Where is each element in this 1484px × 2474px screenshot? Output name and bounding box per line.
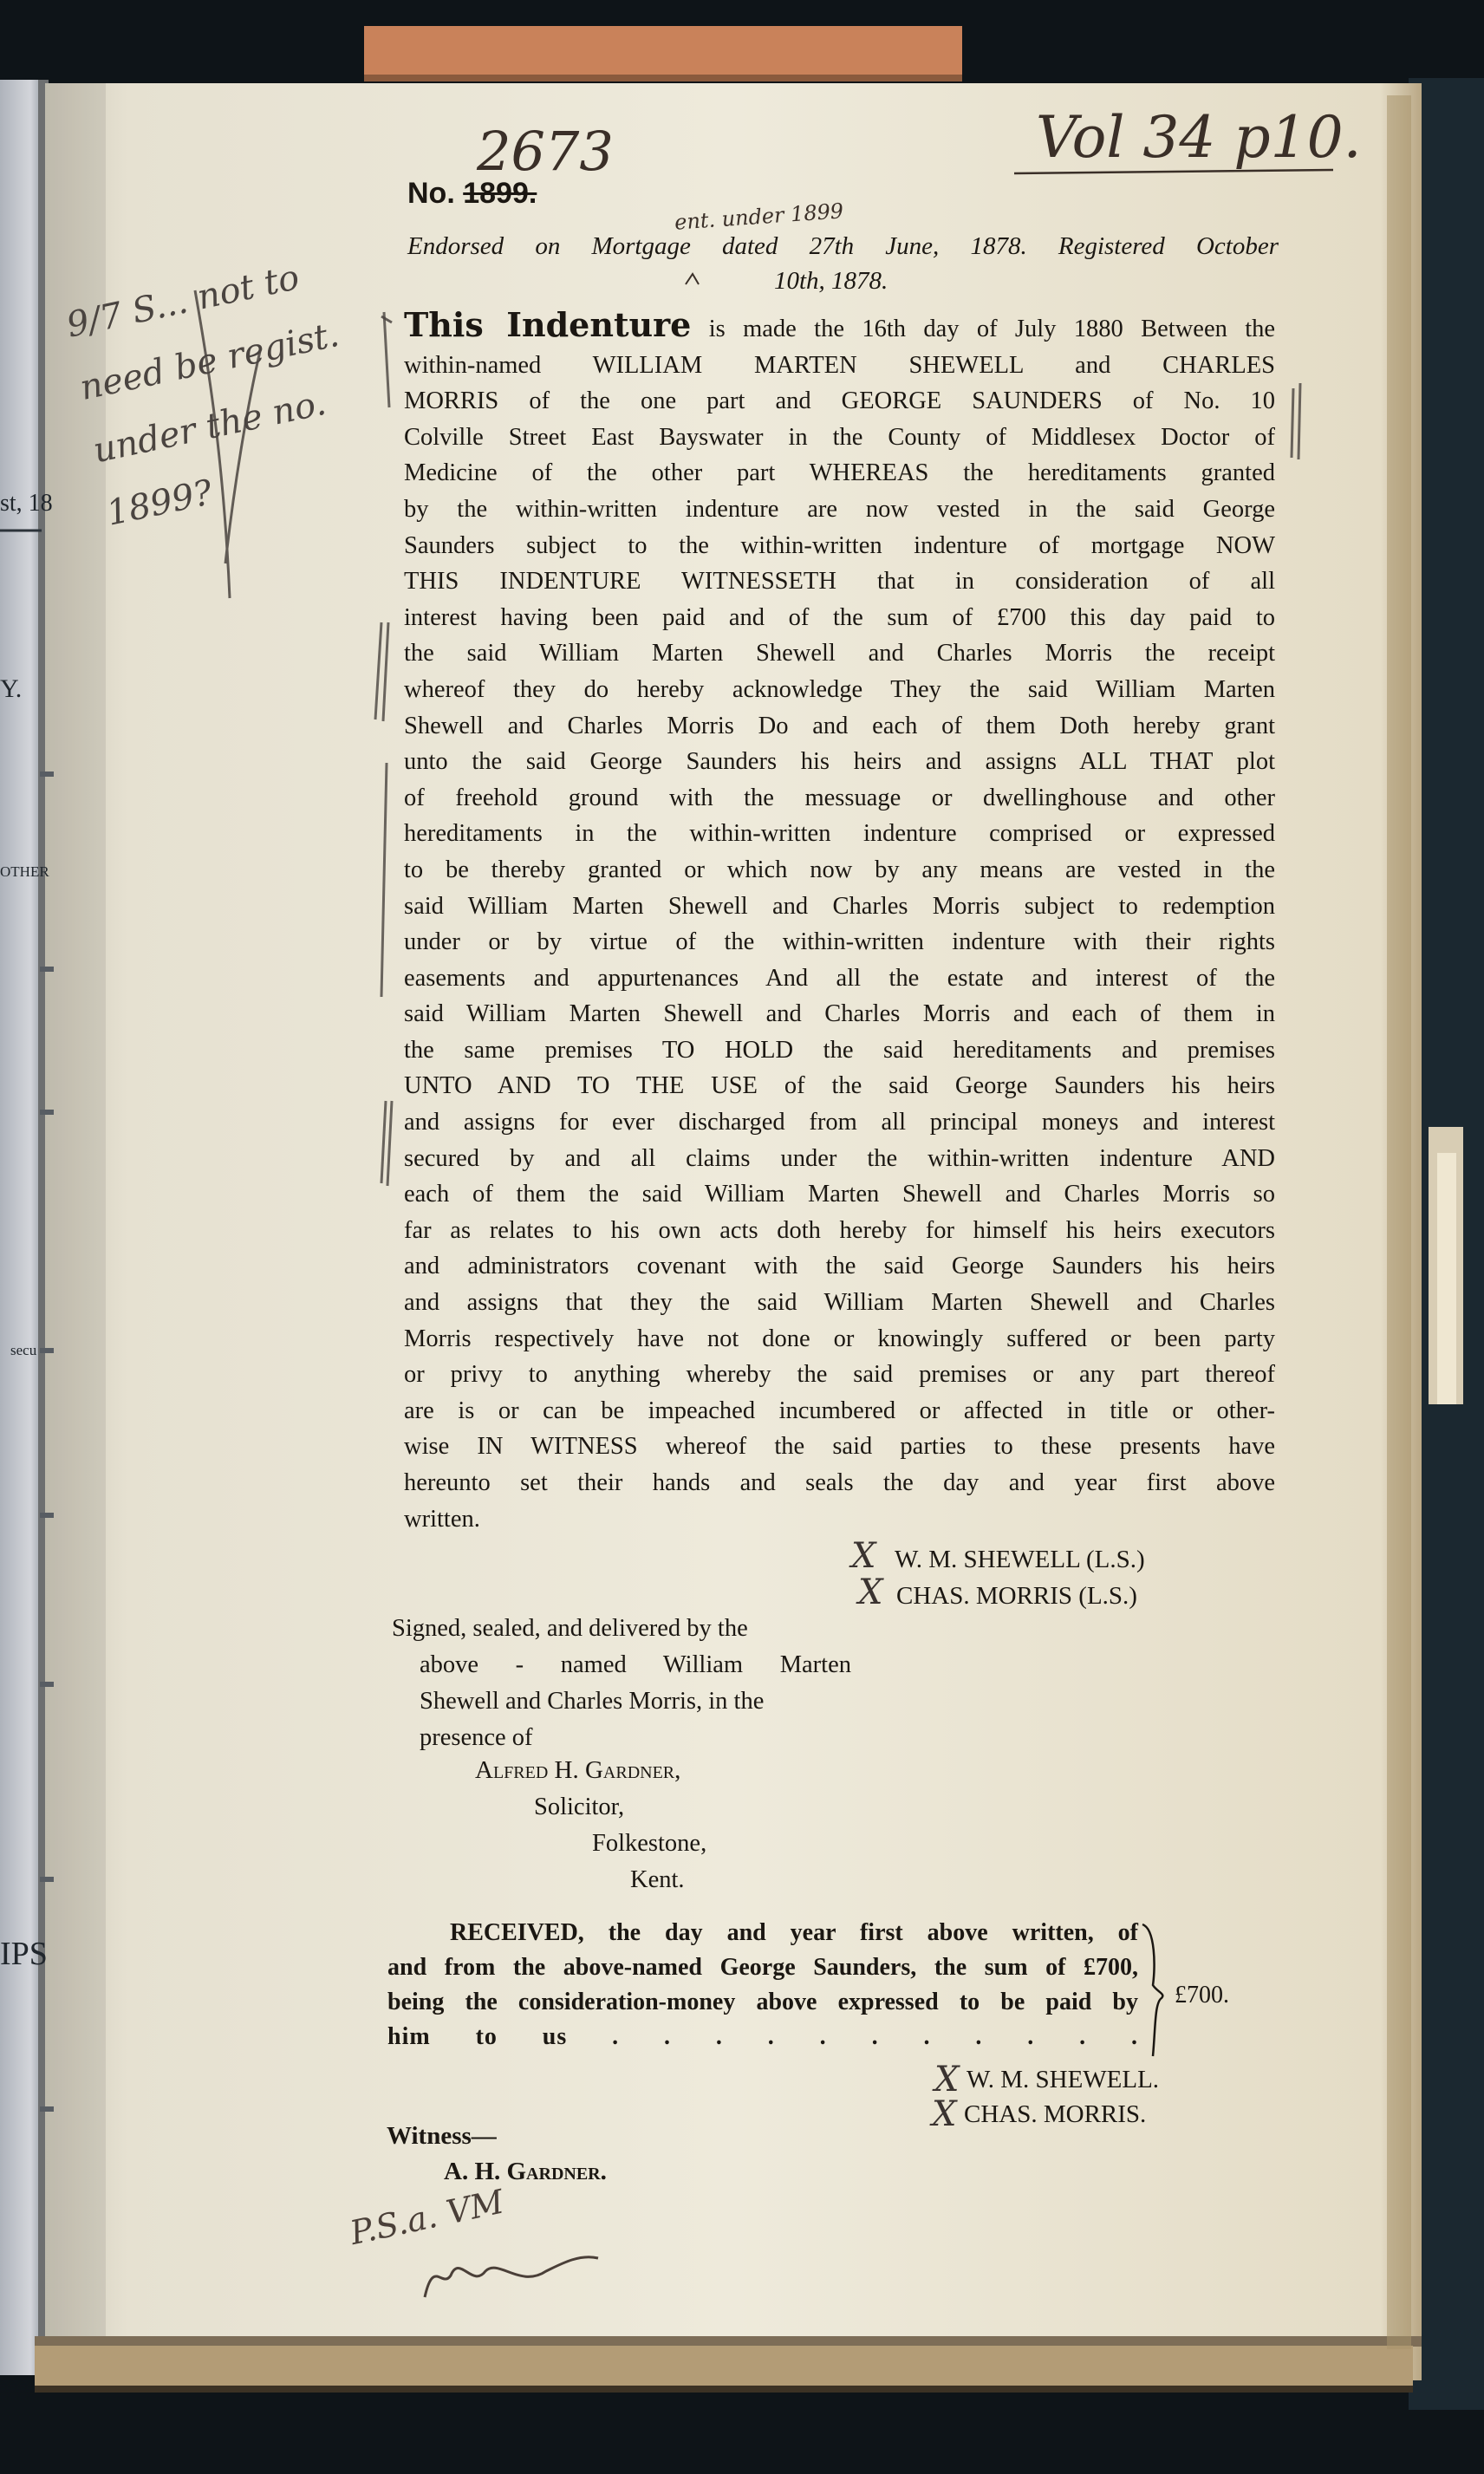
- attesting-witness-title: Solicitor,: [534, 1794, 625, 1820]
- document-number: [407, 176, 537, 212]
- indenture-line: UNTO AND TO THE USE of the said George Saunders his heirs: [404, 1072, 1275, 1100]
- document-number-prefix: No.: [407, 177, 455, 210]
- document-number-value: 1899.: [463, 177, 537, 210]
- attestation-line: Shewell and Charles Morris, in the: [420, 1688, 765, 1715]
- attestation-clause: [392, 1611, 851, 1756]
- left-page-fragment: IPS: [0, 1936, 48, 1972]
- attestation-line: above - named William Marten: [420, 1651, 851, 1678]
- indenture-line: are is or can be impeached incumbered or affected in title or other-: [404, 1397, 1275, 1424]
- signature-mark: X: [858, 1572, 883, 1612]
- indenture-line: Shewell and Charles Morris Do and each of them Doth hereby grant: [404, 712, 1275, 739]
- attesting-witness-county: Kent.: [630, 1866, 685, 1893]
- left-page-fragment: OTHER: [0, 863, 49, 880]
- attestation-line: presence of: [420, 1724, 533, 1751]
- signature-mark: X: [851, 1536, 876, 1576]
- indenture-line: of freehold ground with the messuage or dwellinghouse and other: [404, 784, 1275, 811]
- indenture-line: Morris respectively have not done or knowingly suffered or been party: [404, 1325, 1275, 1352]
- indenture-line: Saunders subject to the within-written indenture of mortgage NOW: [404, 531, 1275, 559]
- indenture-line: the said William Marten Shewell and Charles Morris the receipt: [404, 640, 1275, 667]
- signature-morris: CHAS. MORRIS (L.S.): [896, 1582, 1137, 1610]
- receipt-line: RECEIVED, the day and year first above written, of: [450, 1919, 1138, 1946]
- receipt-line: and from the above-named George Saunders, the sum of £700,: [387, 1954, 1138, 1981]
- indenture-line: secured by and all claims under the within-written indenture AND: [404, 1144, 1275, 1172]
- indenture-line: THIS INDENTURE WITNESSETH that in consideration of all: [404, 568, 1275, 596]
- indenture-line: unto the said George Saunders his heirs and assigns ALL THAT plot: [404, 748, 1275, 776]
- indenture-line: MORRIS of the one part and GEORGE SAUNDERS of No. 10: [404, 387, 1275, 415]
- indenture-line: each of them the said William Marten Shewell and Charles Morris so: [404, 1181, 1275, 1208]
- handwritten-volume-reference: Vol 34 p10.: [1036, 104, 1362, 171]
- indenture-line: by the within-written indenture are now vested in the said George: [404, 495, 1275, 523]
- receipt-line: him to us . . . . . . . . . . .: [387, 2023, 1138, 2050]
- left-page-fragment: st, 18: [0, 490, 53, 517]
- handwritten-insert-note: ent. under 1899: [674, 199, 844, 235]
- witness-label: Witness—: [387, 2122, 497, 2150]
- indenture-line: Colville Street East Bayswater in the County of Middlesex Doctor of: [404, 423, 1275, 451]
- indenture-line: interest having been paid and of the sum of £700 this day paid to: [404, 603, 1275, 631]
- endorsement-line-2: 10th, 1878.: [774, 267, 888, 295]
- endorsement-line-1: Endorsed on Mortgage dated 27th June, 1878. Registered October: [407, 232, 1279, 260]
- signature-mark: X: [932, 2094, 957, 2134]
- indenture-line: and administrators covenant with the said George Saunders his heirs: [404, 1253, 1275, 1280]
- signature-shewell: W. M. SHEWELL (L.S.): [895, 1546, 1145, 1573]
- indenture-line: said William Marten Shewell and Charles Morris subject to redemption: [404, 892, 1275, 920]
- left-page-fragment: secu: [10, 1342, 37, 1358]
- indenture-line: written.: [404, 1505, 480, 1533]
- indenture-line: or privy to anything whereby the said premises or any part thereof: [404, 1361, 1275, 1389]
- indenture-body: [404, 307, 1275, 1537]
- indenture-line: the same premises TO HOLD the said hereditaments and premises: [404, 1036, 1275, 1064]
- indenture-heading: This Indenture: [404, 305, 692, 344]
- attestation-line: Signed, sealed, and delivered by the: [392, 1615, 748, 1642]
- indenture-line: under or by virtue of the within-written indenture with their rights: [404, 928, 1275, 956]
- indenture-line: easements and appurtenances And all the estate and interest of the: [404, 964, 1275, 992]
- indenture-line: within-named WILLIAM MARTEN SHEWELL and CHARLES: [404, 351, 1275, 379]
- attesting-witness-place: Folkestone,: [592, 1830, 707, 1857]
- indenture-line: said William Marten Shewell and Charles Morris and each of them in: [404, 1000, 1275, 1028]
- attesting-witness-name: Alfred H. Gardner,: [475, 1756, 681, 1784]
- indenture-line: far as relates to his own acts doth hereby for himself his heirs executors: [404, 1216, 1275, 1244]
- handwritten-bottom-initials: P.S.a. VM: [347, 2182, 508, 2253]
- receipt-line: being the consideration-money above expressed to be paid by: [387, 1989, 1138, 2015]
- signature-mark: X: [934, 2060, 960, 2100]
- indenture-line: is made the 16th day of July 1880 Between the: [708, 316, 1276, 342]
- handwritten-number: 2673: [477, 120, 614, 183]
- indenture-first-line: [404, 307, 1275, 348]
- indenture-line: whereof they do hereby acknowledge They the said William Marten: [404, 675, 1275, 703]
- indenture-line: hereditaments in the within-written indenture comprised or expressed: [404, 820, 1275, 848]
- handwritten-margin-note: 9/7 S... not to need be regist. under the no. 1899?: [62, 257, 343, 534]
- indenture-line: and assigns that they the said William Marten Shewell and Charles: [404, 1289, 1275, 1317]
- left-page-fragment: Y.: [0, 674, 23, 703]
- indenture-line: wise IN WITNESS whereof the said parties to these presents have: [404, 1433, 1275, 1461]
- receipt-clause: [387, 1916, 1138, 2054]
- receipt-amount: £700.: [1175, 1982, 1229, 2008]
- receipt-signature-shewell: W. M. SHEWELL.: [967, 2066, 1160, 2093]
- indenture-line: and assigns for ever discharged from all principal moneys and interest: [404, 1109, 1275, 1136]
- indenture-line: hereunto set their hands and seals the day and year first above: [404, 1469, 1275, 1496]
- receipt-signature-morris: CHAS. MORRIS.: [964, 2100, 1147, 2128]
- witness-name: A. H. Gardner.: [444, 2158, 607, 2185]
- indenture-line: to be thereby granted or which now by any means are vested in the: [404, 856, 1275, 883]
- indenture-line: Medicine of the other part WHEREAS the hereditaments granted: [404, 459, 1275, 487]
